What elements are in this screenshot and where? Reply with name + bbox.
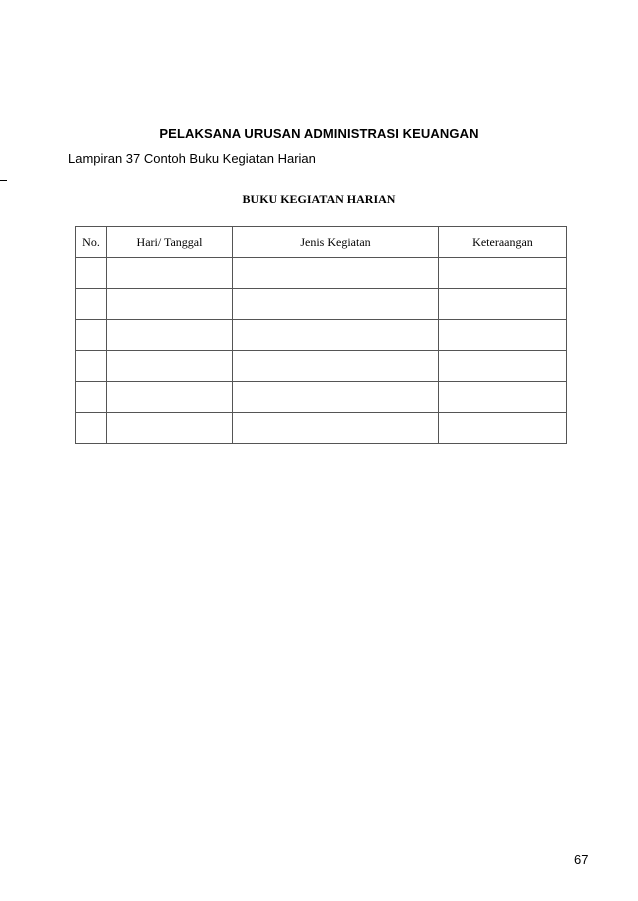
table-cell	[233, 413, 439, 444]
table-cell	[107, 289, 233, 320]
table-cell	[107, 258, 233, 289]
table-row	[76, 351, 567, 382]
table-title: BUKU KEGIATAN HARIAN	[242, 192, 396, 206]
table-row	[76, 289, 567, 320]
table-cell	[107, 351, 233, 382]
margin-mark	[0, 180, 7, 181]
table-cell	[76, 351, 107, 382]
table-cell	[233, 258, 439, 289]
table-cell	[107, 320, 233, 351]
table-cell	[439, 413, 567, 444]
table-row	[76, 382, 567, 413]
page-number: 67	[574, 852, 589, 867]
table-header-row	[76, 227, 567, 258]
header-title: PELAKSANA URUSAN ADMINISTRASI KEUANGAN	[159, 126, 479, 141]
table-cell	[76, 382, 107, 413]
column-header-remarks: Keteraangan	[439, 227, 567, 258]
table-cell	[233, 351, 439, 382]
column-header-activity: Jenis Kegiatan	[233, 227, 439, 258]
table-cell	[107, 413, 233, 444]
table-cell	[76, 289, 107, 320]
table-row	[76, 258, 567, 289]
column-header-no: No.	[76, 227, 107, 258]
table-cell	[439, 289, 567, 320]
table-cell	[76, 258, 107, 289]
table-cell	[107, 382, 233, 413]
column-header-date: Hari/ Tanggal	[107, 227, 233, 258]
table-cell	[76, 413, 107, 444]
table-cell	[439, 382, 567, 413]
table-cell	[439, 258, 567, 289]
table-cell	[76, 320, 107, 351]
table-cell	[233, 320, 439, 351]
table-cell	[439, 320, 567, 351]
table-cell	[439, 351, 567, 382]
table-row	[76, 320, 567, 351]
table-row	[76, 413, 567, 444]
table-cell	[233, 382, 439, 413]
daily-activity-table	[75, 226, 567, 444]
table-cell	[233, 289, 439, 320]
appendix-subtitle: Lampiran 37 Contoh Buku Kegiatan Harian	[68, 151, 316, 166]
